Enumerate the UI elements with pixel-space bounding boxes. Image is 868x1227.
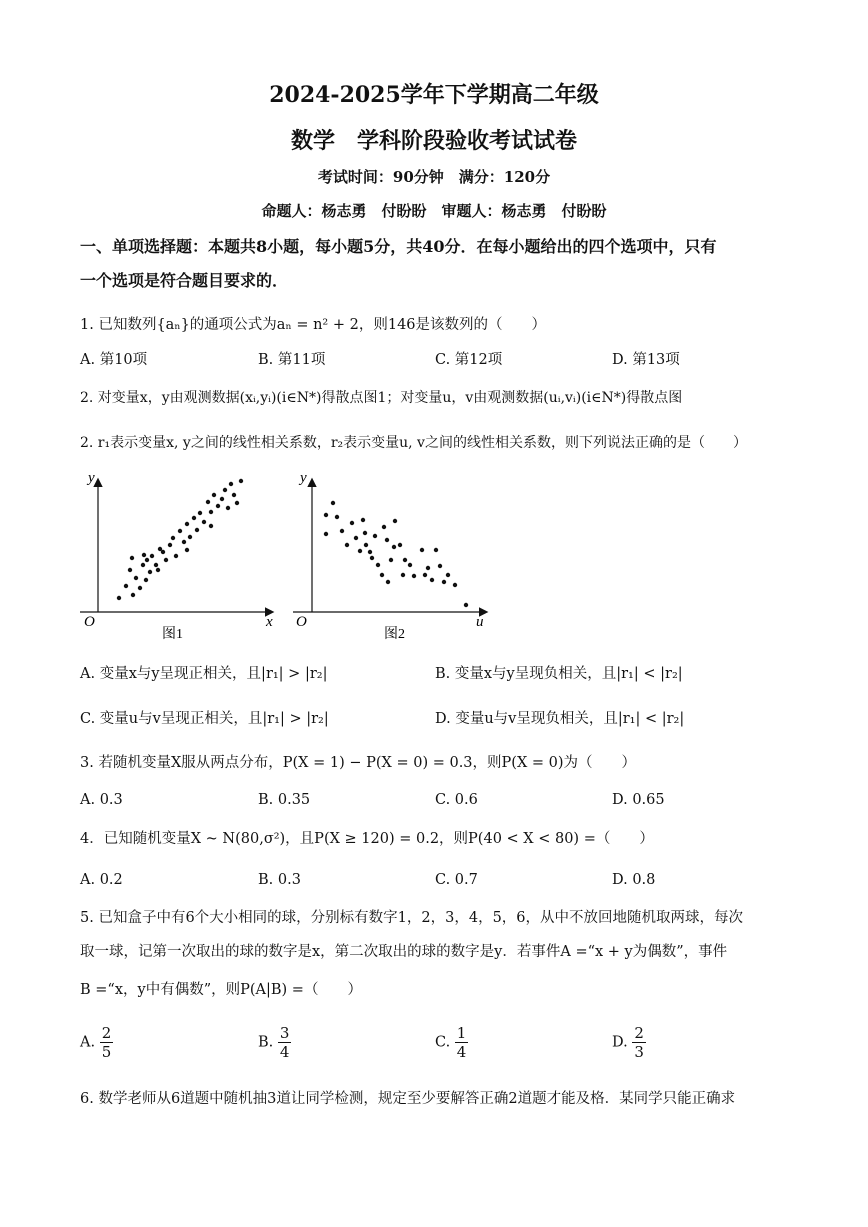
q5-option-a-denominator: 5	[101, 1043, 112, 1061]
q5-option-b-numerator: 3	[279, 1024, 290, 1042]
fig2-caption: 图2	[384, 627, 405, 642]
q5-option-b-fraction	[278, 1024, 292, 1061]
q4-option-a: A. 0.2	[80, 872, 123, 888]
scatter-figures	[0, 455, 868, 650]
fig2-point	[370, 556, 374, 560]
q5-option-a-fraction	[100, 1024, 114, 1061]
question-3-text: 3. 若随机变量X服从两点分布，P(X = 1) − P(X = 0) = 0.3，则P(X = 0)为（ ）	[80, 755, 637, 771]
q5-option-c	[435, 1024, 468, 1061]
exam-subtitle: 数学 学科阶段验收考试试卷	[290, 128, 577, 154]
fig2-point	[434, 548, 438, 552]
fig2-point	[335, 515, 339, 519]
q5-option-c-letter: C.	[435, 1034, 451, 1051]
question-5-line2: 取一球，记第一次取出的球的数字是x，第二次取出的球的数字是y．若事件A =“x + y为偶数”，事件	[80, 944, 728, 960]
q5-option-b	[258, 1024, 291, 1061]
figure-1	[80, 470, 273, 642]
q1-option-b: B. 第11项	[258, 352, 326, 368]
fig2-point	[392, 545, 396, 549]
fig2-point	[430, 578, 434, 582]
fig2-point	[389, 558, 393, 562]
fig1-point	[142, 553, 146, 557]
q5-option-b-letter: B.	[258, 1034, 274, 1051]
q1-option-d: D. 第13项	[612, 352, 680, 368]
q5-option-d-fraction	[632, 1024, 646, 1061]
fig1-x-axis-label: x	[266, 614, 273, 630]
fig2-point	[354, 536, 358, 540]
fig1-point	[171, 536, 175, 540]
fig1-point	[195, 528, 199, 532]
fig1-point	[192, 516, 196, 520]
fig1-point	[161, 550, 165, 554]
fig2-point	[376, 563, 380, 567]
fig2-point	[423, 573, 427, 577]
fig1-point	[209, 524, 213, 528]
fig2-point	[420, 548, 424, 552]
fig1-point	[174, 554, 178, 558]
fig1-point	[216, 504, 220, 508]
fig2-y-axis-label: y	[300, 470, 307, 486]
fig2-origin-label: O	[296, 614, 307, 630]
fig1-point	[164, 558, 168, 562]
q5-option-a	[80, 1024, 113, 1061]
fig1-point	[212, 493, 216, 497]
q4-option-d: D. 0.8	[612, 872, 656, 888]
q2-option-d: D. 变量u与v呈现负相关，且|r₁| < |r₂|	[435, 711, 685, 727]
fig1-point	[229, 482, 233, 486]
q3-option-a: A. 0.3	[80, 792, 123, 808]
fig1-point	[202, 520, 206, 524]
fig1-point	[150, 554, 154, 558]
figure-2	[293, 470, 486, 642]
fig1-point	[220, 497, 224, 501]
q5-option-c-fraction	[455, 1024, 469, 1061]
fig2-point	[386, 580, 390, 584]
fig1-point	[130, 556, 134, 560]
fig2-point	[340, 529, 344, 533]
section-heading-line1: 一、单项选择题：本题共8小题，每小题5分，共40分．在每小题给出的四个选项中，只有	[80, 237, 717, 256]
exam-title: 2024-2025学年下学期高二年级	[269, 82, 599, 108]
fig2-point	[361, 518, 365, 522]
fig2-point	[364, 543, 368, 547]
fig1-point	[128, 568, 132, 572]
q5-option-a-letter: A.	[80, 1034, 96, 1051]
fig1-point	[138, 586, 142, 590]
fig2-point	[401, 573, 405, 577]
fig1-point	[178, 529, 182, 533]
q5-option-d-numerator: 2	[634, 1024, 644, 1042]
fig1-point	[134, 576, 138, 580]
fig1-point	[145, 558, 149, 562]
fig2-point	[385, 538, 389, 542]
q5-option-c-denominator: 4	[456, 1043, 467, 1061]
fig2-point	[350, 521, 354, 525]
fig2-point	[382, 525, 386, 529]
fig2-x-axis-label: u	[476, 614, 484, 630]
fig2-point	[426, 566, 430, 570]
question-2-line2: 2. r₁表示变量x, y之间的线性相关系数，r₂表示变量u, v之间的线性相关系数，则下列说法正确的是（ ）	[80, 435, 747, 451]
question-1-text: 1. 已知数列{aₙ}的通项公式为aₙ = n² + 2，则146是该数列的（ ）	[80, 317, 547, 333]
section-heading-line2: 一个选项是符合题目要求的．	[80, 271, 289, 290]
fig1-point	[148, 570, 152, 574]
fig1-point	[154, 563, 158, 567]
fig1-point	[156, 568, 160, 572]
fig2-point	[453, 583, 457, 587]
fig1-point	[182, 540, 186, 544]
fig2-point	[438, 564, 442, 568]
fig1-point	[206, 500, 210, 504]
q5-option-d-denominator: 3	[634, 1043, 644, 1061]
exam-authors: 命题人：杨志勇 付盼盼 审题人：杨志勇 付盼盼	[261, 202, 607, 220]
q1-option-c: C. 第12项	[435, 352, 503, 368]
fig2-point	[398, 543, 402, 547]
fig2-point	[324, 513, 328, 517]
fig2-point	[345, 543, 349, 547]
fig1-point	[226, 506, 230, 510]
fig1-point	[239, 479, 243, 483]
fig1-y-axis-label: y	[88, 470, 95, 486]
q3-option-d: D. 0.65	[612, 792, 665, 808]
fig1-point	[235, 501, 239, 505]
fig1-caption: 图1	[162, 627, 183, 642]
fig2-point	[446, 573, 450, 577]
fig2-point	[393, 519, 397, 523]
fig1-point	[124, 584, 128, 588]
q4-option-c: C. 0.7	[435, 872, 478, 888]
exam-info: 考试时间：90分钟 满分：120分	[317, 168, 551, 186]
q5-option-b-denominator: 4	[279, 1043, 290, 1061]
q1-option-a: A. 第10项	[80, 352, 148, 368]
fig1-origin-label: O	[84, 614, 95, 630]
fig2-point	[368, 550, 372, 554]
fig1-point	[131, 593, 135, 597]
fig2-point	[373, 534, 377, 538]
q2-option-c: C. 变量u与v呈现正相关，且|r₁| > |r₂|	[80, 711, 329, 727]
q5-option-c-numerator: 1	[456, 1024, 467, 1042]
fig1-point	[209, 510, 213, 514]
fig1-point	[141, 563, 145, 567]
q2-option-b: B. 变量x与y呈现负相关，且|r₁| < |r₂|	[435, 666, 683, 682]
q4-option-b: B. 0.3	[258, 872, 301, 888]
question-2-line1: 2. 对变量x，y由观测数据(xᵢ,yᵢ)(i∈N*)得散点图1；对变量u，v由观测数据(uᵢ,vᵢ)(i∈N*)得散点图	[80, 390, 683, 406]
fig1-point	[168, 543, 172, 547]
fig1-point	[185, 522, 189, 526]
fig2-point	[442, 580, 446, 584]
fig2-point	[408, 563, 412, 567]
fig1-point	[198, 511, 202, 515]
fig2-point	[358, 549, 362, 553]
q5-option-a-numerator: 2	[101, 1024, 112, 1042]
fig1-point	[185, 548, 189, 552]
q5-option-d	[612, 1024, 646, 1061]
fig1-point	[188, 535, 192, 539]
fig2-point	[464, 603, 468, 607]
fig2-point	[403, 558, 407, 562]
q2-option-a: A. 变量x与y呈现正相关，且|r₁| > |r₂|	[80, 666, 328, 682]
question-6-text: 6. 数学老师从6道题中随机抽3道让同学检测，规定至少要解答正确2道题才能及格．某同学只能正确求	[80, 1091, 736, 1107]
fig2-point	[324, 532, 328, 536]
fig1-point	[223, 488, 227, 492]
fig1-point	[144, 578, 148, 582]
fig2-point	[363, 531, 367, 535]
q3-option-c: C. 0.6	[435, 792, 478, 808]
q5-option-d-letter: D.	[612, 1034, 628, 1051]
question-4-text: 4．已知随机变量X ~ N(80,σ²)，且P(X ≥ 120) = 0.2，则P(40 < X < 80) =（ ）	[80, 831, 654, 847]
fig2-point	[331, 501, 335, 505]
question-5-line3: B =“x，y中有偶数”，则P(A|B) =（ ）	[80, 982, 362, 998]
q3-option-b: B. 0.35	[258, 792, 311, 808]
fig2-point	[380, 573, 384, 577]
fig1-point	[117, 596, 121, 600]
fig1-point	[232, 493, 236, 497]
question-5-line1: 5. 已知盒子中有6个大小相同的球，分别标有数字1，2，3，4，5，6，从中不放回地随机取两球，每次	[80, 910, 744, 926]
fig2-point	[412, 574, 416, 578]
